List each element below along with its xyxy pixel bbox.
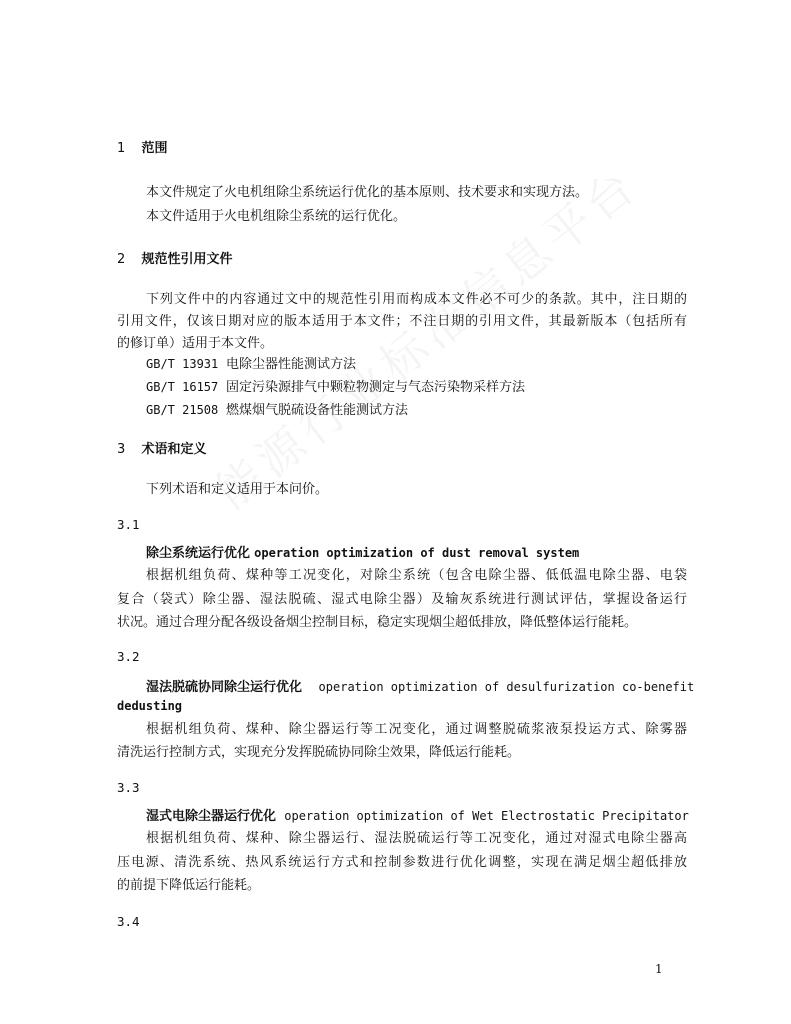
section-1-para-2: 本文件适用于火电机组除尘系统的运行优化。	[146, 209, 407, 224]
section-3-number: 3	[117, 442, 126, 457]
section-2-title: 规范性引用文件	[141, 252, 233, 267]
section-2-number: 2	[117, 252, 126, 267]
clause-3-1-line-2: 复合（袋式）除尘器、湿法脱硫、湿式电除尘器）及输灰系统进行测试评估，掌握设备运行	[117, 592, 687, 607]
section-1-heading	[117, 140, 687, 158]
section-1-para-1: 本文件规定了火电机组除尘系统运行优化的基本原则、技术要求和实现方法。	[146, 185, 589, 200]
clause-3-3-number: 3.3	[117, 780, 140, 795]
page-number: 1	[655, 962, 663, 976]
section-1-number: 1	[117, 141, 126, 156]
section-3-intro: 下列术语和定义适用于本问价。	[146, 482, 329, 497]
reference-item	[146, 378, 716, 397]
clause-3-2-number: 3.2	[117, 649, 140, 664]
reference-title: 电除尘器性能测试方法	[226, 357, 357, 372]
section-1-title: 范围	[141, 141, 168, 156]
section-3-heading	[117, 441, 687, 459]
section-2-para-line-1: 下列文件中的内容通过文中的规范性引用而构成本文件必不可少的条款。其中，注日期的	[146, 292, 687, 307]
term-chinese: 湿式电除尘器运行优化	[146, 809, 277, 824]
clause-3-4-number: 3.4	[117, 914, 140, 929]
clause-3-3-line-1: 根据机组负荷、煤种、除尘器运行、湿法脱硫运行等工况变化，通过对湿式电除尘器高	[146, 831, 687, 846]
clause-3-1-number: 3.1	[117, 517, 140, 532]
clause-3-2-line-2: 清洗运行控制方式，实现充分发挥脱硫协同除尘效果，降低运行能耗。	[117, 745, 521, 760]
section-2-heading	[117, 251, 687, 269]
section-3-title: 术语和定义	[141, 442, 207, 457]
term-chinese: 湿法脱硫协同除尘运行优化	[146, 680, 303, 695]
term-chinese: 除尘系统运行优化	[146, 546, 251, 561]
reference-title: 燃煤烟气脱硫设备性能测试方法	[226, 403, 409, 418]
term-english: operation optimization of dust removal system	[254, 546, 580, 560]
reference-code: GB/T 21508	[146, 403, 219, 417]
reference-item	[146, 401, 716, 420]
clause-3-2-term-cont	[117, 697, 687, 716]
term-english: operation optimization of Wet Electrostatic Precipitator	[284, 809, 689, 823]
section-2-para-line-2: 引用文件，仅该日期对应的版本适用于本文件；不注日期的引用文件，其最新版本（包括所有	[117, 314, 687, 329]
clause-3-2-term	[146, 678, 695, 697]
reference-code: GB/T 16157	[146, 380, 219, 394]
clause-3-3-line-3: 的前提下降低运行能耗。	[117, 878, 261, 893]
clause-3-1-term	[146, 544, 716, 563]
clause-3-3-term	[146, 807, 716, 826]
clause-3-1-line-3: 状况。通过合理分配各级设备烟尘控制目标，稳定实现烟尘超低排放，降低整体运行能耗。	[117, 615, 638, 630]
term-english-cont: dedusting	[117, 699, 183, 713]
clause-3-3-line-2: 压电源、清洗系统、热风系统运行方式和控制参数进行优化调整，实现在满足烟尘超低排放	[117, 855, 687, 870]
section-2-para-line-3: 的修订单）适用于本文件。	[117, 336, 274, 351]
reference-code: GB/T 13931	[146, 357, 219, 371]
reference-title: 固定污染源排气中颗粒物测定与气态污染物采样方法	[226, 380, 526, 395]
clause-3-2-line-1: 根据机组负荷、煤种、除尘器运行等工况变化，通过调整脱硫浆液泵投运方式、除雾器	[146, 722, 687, 737]
reference-item	[146, 355, 716, 374]
term-english: operation optimization of desulfurization co-benefit	[318, 680, 695, 694]
clause-3-1-line-1: 根据机组负荷、煤种等工况变化，对除尘系统（包含电除尘器、低低温电除尘器、电袋	[146, 568, 687, 583]
